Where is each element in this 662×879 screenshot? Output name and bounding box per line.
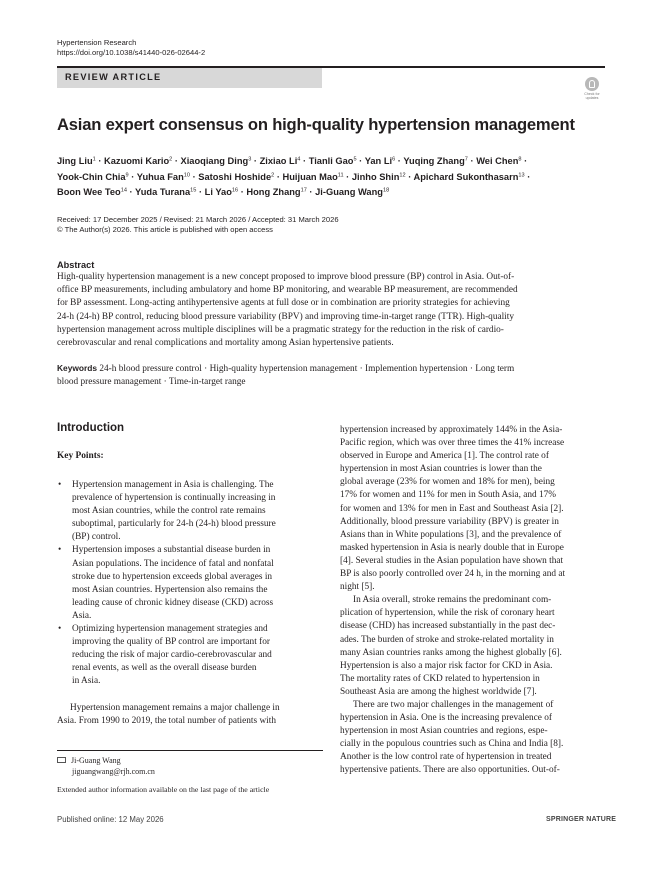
key-point-line: (BP) control. bbox=[72, 532, 121, 543]
update-check-icon bbox=[585, 77, 599, 91]
separator: · bbox=[467, 156, 477, 166]
article-type-label: REVIEW ARTICLE bbox=[65, 72, 162, 82]
abstract-line: cerebrovascular and renal complications and mortality among Asian hypertensive patients. bbox=[57, 338, 394, 349]
affiliation-number: 10 bbox=[183, 172, 191, 179]
author-name[interactable]: Yuhua Fan bbox=[136, 171, 184, 182]
text-line: Asians than in White populations [3], and the prevalence of bbox=[340, 529, 562, 540]
key-points-list bbox=[57, 479, 323, 689]
author-name[interactable]: Hong Zhang bbox=[246, 187, 301, 198]
keywords-line: blood pressure management · Time-in-target range bbox=[57, 377, 246, 388]
affiliation-number: 3 bbox=[248, 156, 252, 163]
separator: · bbox=[190, 171, 199, 182]
author-name[interactable]: Yan Li bbox=[364, 156, 393, 166]
text-line: BP is also poorly controlled over 24 h, in the morning and at bbox=[340, 569, 566, 580]
affiliation-number: 13 bbox=[518, 172, 525, 179]
key-point-line: most Asian countries. Hypertension also remains the bbox=[72, 584, 268, 595]
key-point-line: prevalence of hypertension is continually increasing in bbox=[72, 493, 276, 504]
separator: · bbox=[95, 156, 105, 166]
affiliation-number: 15 bbox=[190, 187, 197, 194]
text-line: Asia. From 1990 to 2019, the total number of patients with bbox=[57, 716, 276, 727]
key-point-line: • Optimizing hypertension management strategies and bbox=[57, 623, 323, 636]
key-point-line: suboptimal, particularly for 24-h (24-h) blood pressure bbox=[72, 519, 276, 530]
key-points-heading: Key Points: bbox=[57, 451, 104, 461]
author-name[interactable]: Tianli Gao bbox=[308, 156, 354, 166]
separator: · bbox=[343, 171, 352, 182]
text-line: night [5]. bbox=[340, 582, 375, 593]
key-point-line: in Asia. bbox=[72, 676, 101, 687]
author-name[interactable]: Yook-Chin Chia bbox=[57, 171, 126, 182]
keywords-label: Keywords bbox=[57, 363, 98, 373]
doi-link[interactable]: https://doi.org/10.1038/s41440-026-02644-2 bbox=[57, 48, 206, 57]
affiliation-number: 6 bbox=[392, 156, 396, 163]
affiliation-number: 7 bbox=[464, 156, 468, 163]
affiliation-number: 4 bbox=[297, 156, 301, 163]
separator: · bbox=[172, 156, 181, 166]
text-line: disease (CHD) has increased substantially in the past dec- bbox=[340, 621, 556, 632]
extended-author-info: Extended author information available on the last page of the article bbox=[57, 785, 270, 794]
abstract-line: 24-h (24-h) BP control, reducing blood pressure variability (BPV) and improving time-in-target range (TTR). High-quality bbox=[57, 311, 514, 322]
separator: · bbox=[251, 156, 260, 166]
author-name[interactable]: Jinho Shin bbox=[351, 171, 400, 182]
bullet-icon: • bbox=[58, 545, 62, 556]
text-line: 17% for women and 11% for men in South Asia, and 17% bbox=[340, 490, 557, 501]
author-line bbox=[57, 185, 617, 201]
affiliation-number: 2 bbox=[169, 156, 173, 163]
author-name[interactable]: Apichard Sukonthasarn bbox=[413, 171, 519, 182]
mail-icon bbox=[57, 757, 66, 763]
separator: · bbox=[405, 171, 414, 182]
key-point bbox=[57, 479, 323, 544]
publisher-logo: SPRINGER NATURE bbox=[546, 816, 617, 823]
author-name[interactable]: Wei Chen bbox=[476, 156, 519, 166]
text-line: The mortality rates of CKD related to hypertension in bbox=[340, 673, 540, 684]
affiliation-number: 8 bbox=[518, 156, 522, 163]
affiliation-number: 16 bbox=[231, 187, 239, 194]
history-dates: Received: 17 December 2025 / Revised: 21 March 2026 / Accepted: 31 March 2026 bbox=[57, 215, 339, 224]
article-title: Asian expert consensus on high-quality hypertension management bbox=[57, 115, 575, 134]
text-line: observed in Europe and America [1]. The control rate of bbox=[340, 451, 549, 462]
right-column-text bbox=[340, 424, 606, 778]
text-line: ades. The burden of stroke and stroke-related mortality in bbox=[340, 634, 554, 645]
author-name[interactable]: Kazuomi Kario bbox=[104, 156, 170, 166]
key-point bbox=[57, 544, 323, 623]
published-date: Published online: 12 May 2026 bbox=[57, 815, 164, 824]
contact-email[interactable]: jiguangwang@rjh.com.cn bbox=[72, 767, 155, 776]
author-line bbox=[57, 154, 617, 170]
author-line bbox=[57, 170, 617, 186]
separator: · bbox=[356, 156, 365, 166]
article-dates bbox=[57, 215, 339, 236]
author-name[interactable]: Huijuan Mao bbox=[282, 171, 338, 182]
text-line: masked hypertension in Asia is nearly double that in Europe bbox=[340, 542, 564, 553]
text-line: hypertensive patients. There are also opportunities. Out-of- bbox=[340, 765, 560, 776]
affiliation-number: 14 bbox=[120, 187, 127, 194]
text-line: There are two major challenges in the management of bbox=[353, 699, 554, 710]
abstract-line: hypertension management across multiple disciplines will be a pragmatic strategy for the reduction in the risk of cardio- bbox=[57, 324, 504, 335]
abstract-heading: Abstract bbox=[57, 260, 95, 270]
author-name[interactable]: Zixiao Li bbox=[259, 156, 298, 166]
text-line: Hypertension is also a major risk factor for CKD in Asia. bbox=[340, 660, 553, 671]
abstract-line: office BP measurements, including ambulatory and home BP monitoring, and wearable BP measurement, are recommended bbox=[57, 285, 518, 296]
copyright-line: © The Author(s) 2026. This article is published with open access bbox=[57, 225, 273, 235]
separator: · bbox=[274, 171, 283, 182]
separator: · bbox=[395, 156, 404, 166]
author-name[interactable]: Yuqing Zhang bbox=[403, 156, 465, 166]
text-line: hypertension in most Asian countries and regions, espe- bbox=[340, 726, 548, 737]
text-line: hypertension in Asia. One is the increasing prevalence of bbox=[340, 713, 552, 724]
text-line: cially in the populous countries such as China and India [8]. bbox=[340, 739, 564, 750]
text-line: hypertension increased by approximately 144% in the Asia- bbox=[340, 425, 563, 435]
affiliation-number: 5 bbox=[353, 156, 357, 163]
footnote-rule bbox=[57, 750, 323, 751]
abstract-line: for BP assessment. Long-acting antihypertensive agents at full dose or in combination are priority strategies for achieving bbox=[57, 298, 510, 309]
separator: · bbox=[306, 187, 316, 198]
key-point-line: • Hypertension imposes a substantial disease burden in bbox=[57, 544, 323, 557]
introduction-heading: Introduction bbox=[57, 422, 125, 434]
abstract-body bbox=[57, 271, 605, 350]
article-type-band bbox=[57, 68, 322, 88]
key-point-line: leading cause of chronic kidney disease (CKD) across bbox=[72, 597, 274, 608]
affiliation-number: 18 bbox=[382, 187, 390, 194]
text-line: In Asia overall, stroke remains the predominant com- bbox=[353, 595, 552, 606]
separator: · bbox=[300, 156, 309, 166]
key-point-line: most Asian countries, while the control rate remains bbox=[72, 506, 266, 517]
key-point-line: improving the quality of BP control are important for bbox=[72, 637, 270, 648]
text-line: for women and 13% for men in East and Southeast Asia [2]. bbox=[340, 503, 564, 514]
intro-paragraph bbox=[57, 702, 323, 728]
author-name[interactable]: Satoshi Hoshide bbox=[198, 171, 272, 182]
text-line: Additionally, blood pressure variability (BPV) is greater in bbox=[340, 516, 559, 527]
text-line: many Asian countries ranks among the highest globally [6]. bbox=[340, 647, 562, 658]
text-line: plication of hypertension, while the risk of coronary heart bbox=[340, 608, 555, 619]
key-point-line: Asian populations. The incidence of fatal and nonfatal bbox=[72, 558, 274, 569]
corresponding-author bbox=[57, 755, 155, 777]
bullet-icon: • bbox=[58, 624, 62, 635]
separator: · bbox=[524, 171, 531, 182]
key-point-line: renal events, as well as the overall disease burden bbox=[72, 663, 257, 674]
affiliation-number: 1 bbox=[92, 156, 96, 163]
author-name[interactable]: Li Yao bbox=[204, 187, 232, 198]
journal-name: Hypertension Research bbox=[57, 38, 137, 47]
separator: · bbox=[128, 171, 137, 182]
author-name[interactable]: Xiaoqiang Ding bbox=[180, 156, 249, 166]
author-list bbox=[57, 154, 617, 201]
affiliation-number: 12 bbox=[399, 172, 406, 179]
author-name[interactable]: Boon Wee Teo bbox=[57, 187, 121, 198]
text-line: Hypertension management remains a major challenge in bbox=[70, 703, 280, 713]
affiliation-number: 2 bbox=[271, 172, 275, 179]
separator: · bbox=[238, 187, 247, 198]
journal-header bbox=[57, 38, 205, 58]
separator: · bbox=[196, 187, 205, 198]
key-point-line: Asia. bbox=[72, 610, 92, 621]
affiliation-number: 9 bbox=[125, 172, 129, 179]
text-line: hypertension in most Asian countries is lower than the bbox=[340, 464, 542, 475]
keywords bbox=[57, 362, 605, 389]
text-line: Another is the low control rate of hypertension in treated bbox=[340, 752, 552, 763]
author-name[interactable]: Jing Liu bbox=[57, 156, 93, 166]
author-name[interactable]: Ji-Guang Wang bbox=[315, 187, 383, 198]
key-point-line: • Hypertension management in Asia is challenging. The bbox=[57, 479, 323, 492]
text-line: [4]. Several studies in the Asian population have shown that bbox=[340, 555, 564, 566]
text-line: Southeast Asia are among the highest worldwide [7]. bbox=[340, 686, 537, 697]
separator: · bbox=[126, 187, 136, 198]
check-for-updates-badge[interactable] bbox=[579, 77, 605, 105]
key-point-line: stroke due to hypertension exceeds global averages in bbox=[72, 571, 273, 582]
key-point bbox=[57, 623, 323, 688]
affiliation-number: 11 bbox=[337, 172, 344, 179]
abstract-line: High-quality hypertension management is a new concept proposed to improve blood pressure (BP) control in Asia. Out-of- bbox=[57, 272, 515, 282]
text-line: global average (23% for women and 18% for men), being bbox=[340, 477, 555, 488]
author-name[interactable]: Yuda Turana bbox=[135, 187, 191, 198]
affiliation-number: 17 bbox=[300, 187, 307, 194]
badge-text: Check for updates bbox=[584, 92, 600, 101]
text-line: Pacific region, which was over three times the 41% increase bbox=[340, 438, 565, 449]
contact-name: Ji-Guang Wang bbox=[71, 756, 121, 765]
bullet-icon: • bbox=[58, 480, 62, 490]
key-point-line: reducing the risk of major cardio-cerebrovascular and bbox=[72, 650, 272, 661]
keywords-line: 24-h blood pressure control · High-quality hypertension management · Implemention hypertension · Long term bbox=[99, 364, 515, 374]
separator: · bbox=[521, 156, 528, 166]
